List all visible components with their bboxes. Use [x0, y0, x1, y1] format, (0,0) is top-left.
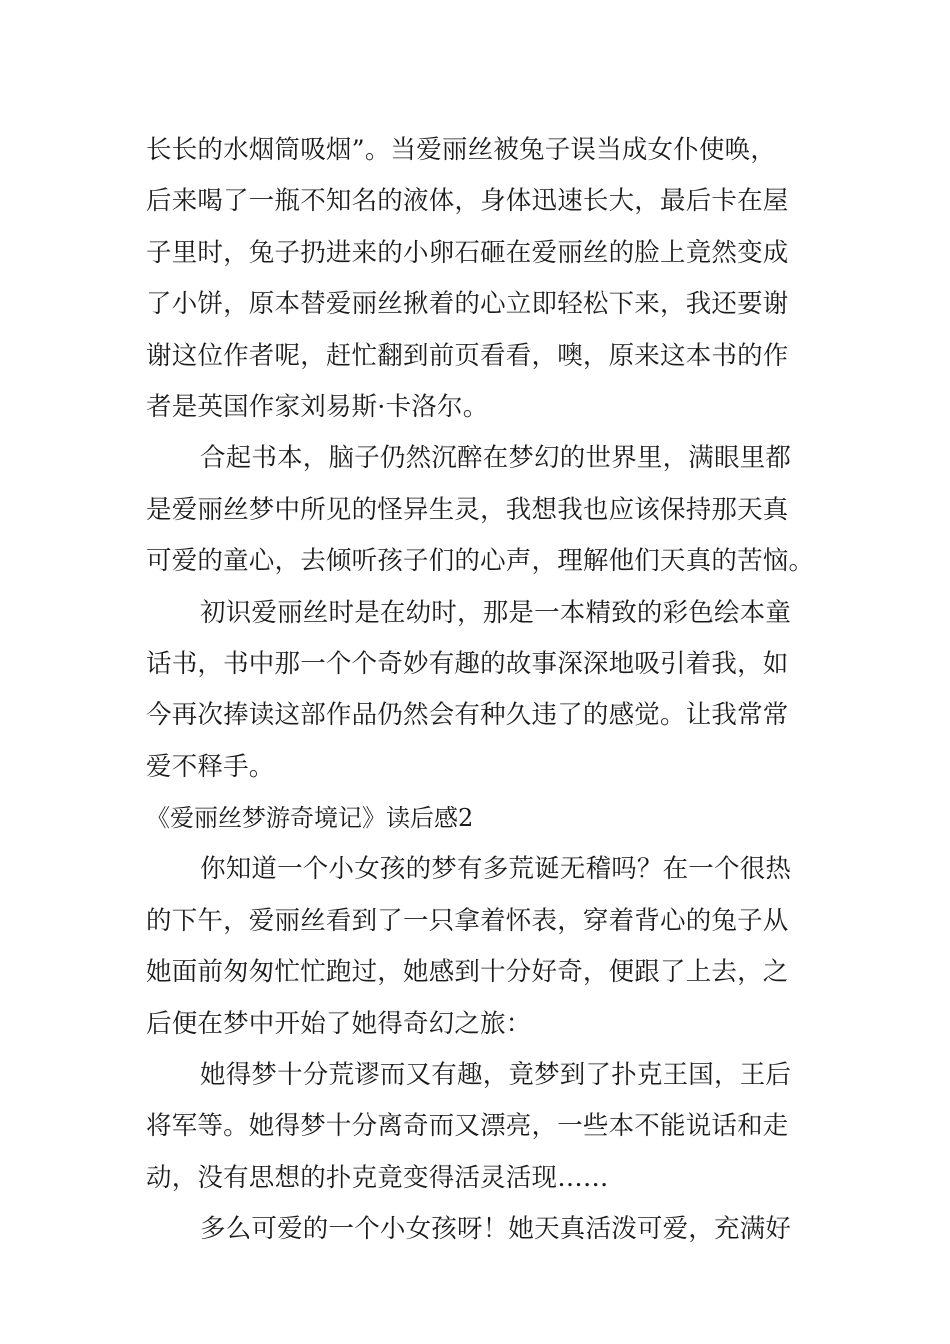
- text-line: 爱不释手。: [146, 751, 275, 782]
- paragraph-start-line: 合起书本，脑子仍然沉醉在梦幻的世界里，满眼里都: [200, 443, 792, 474]
- paragraph-start-line: 她得梦十分荒谬而又有趣，竟梦到了扑克王国，王后: [200, 1060, 792, 1091]
- text-line: 今再次捧读这部作品仍然会有种久违了的感觉。让我常常: [146, 700, 789, 731]
- text-line: 动，没有思想的扑克竟变得活灵活现……: [146, 1162, 609, 1193]
- section-heading: 《爱丽丝梦游奇境记》读后感2: [146, 804, 474, 833]
- text-line: 后便在梦中开始了她得奇幻之旅：: [146, 1008, 532, 1039]
- body-text: [146, 125, 815, 1256]
- paragraph-start-line: 你知道一个小女孩的梦有多荒诞无稽吗？在一个很热: [200, 854, 792, 885]
- text-line: 谢这位作者呢，赶忙翻到前页看看，噢，原来这本书的作: [146, 340, 789, 371]
- text-line: 是爱丽丝梦中所见的怪异生灵，我想我也应该保持那天真: [146, 494, 789, 525]
- text-line: 后来喝了一瓶不知名的液体，身体迅速长大，最后卡在屋: [146, 186, 789, 217]
- text-line: 子里时，兔子扔进来的小卵石砸在爱丽丝的脸上竟然变成: [146, 237, 789, 268]
- text-line: 的下午，爱丽丝看到了一只拿着怀表，穿着背心的兔子从: [146, 905, 789, 936]
- paragraph-start-line: 多么可爱的一个小女孩呀！她天真活泼可爱，充满好: [200, 1214, 792, 1245]
- text-line: 者是英国作家刘易斯·卡洛尔。: [146, 391, 489, 422]
- text-line: 长长的水烟筒吸烟”。当爱丽丝被兔子误当成女仆使唤，: [146, 135, 777, 165]
- text-line: 将军等。她得梦十分离奇而又漂亮，一些本不能说话和走: [146, 1111, 789, 1142]
- text-line: 可爱的童心，去倾听孩子们的心声，理解他们天真的苦恼。: [146, 546, 815, 577]
- paragraph-start-line: 初识爱丽丝时是在幼时，那是一本精致的彩色绘本童: [200, 597, 792, 628]
- text-line: 了小饼，原本替爱丽丝揪着的心立即轻松下来，我还要谢: [146, 289, 789, 320]
- text-line: 话书，书中那一个个奇妙有趣的故事深深地吸引着我，如: [146, 648, 789, 679]
- text-line: 她面前匆匆忙忙跑过，她感到十分好奇，便跟了上去，之: [146, 957, 789, 988]
